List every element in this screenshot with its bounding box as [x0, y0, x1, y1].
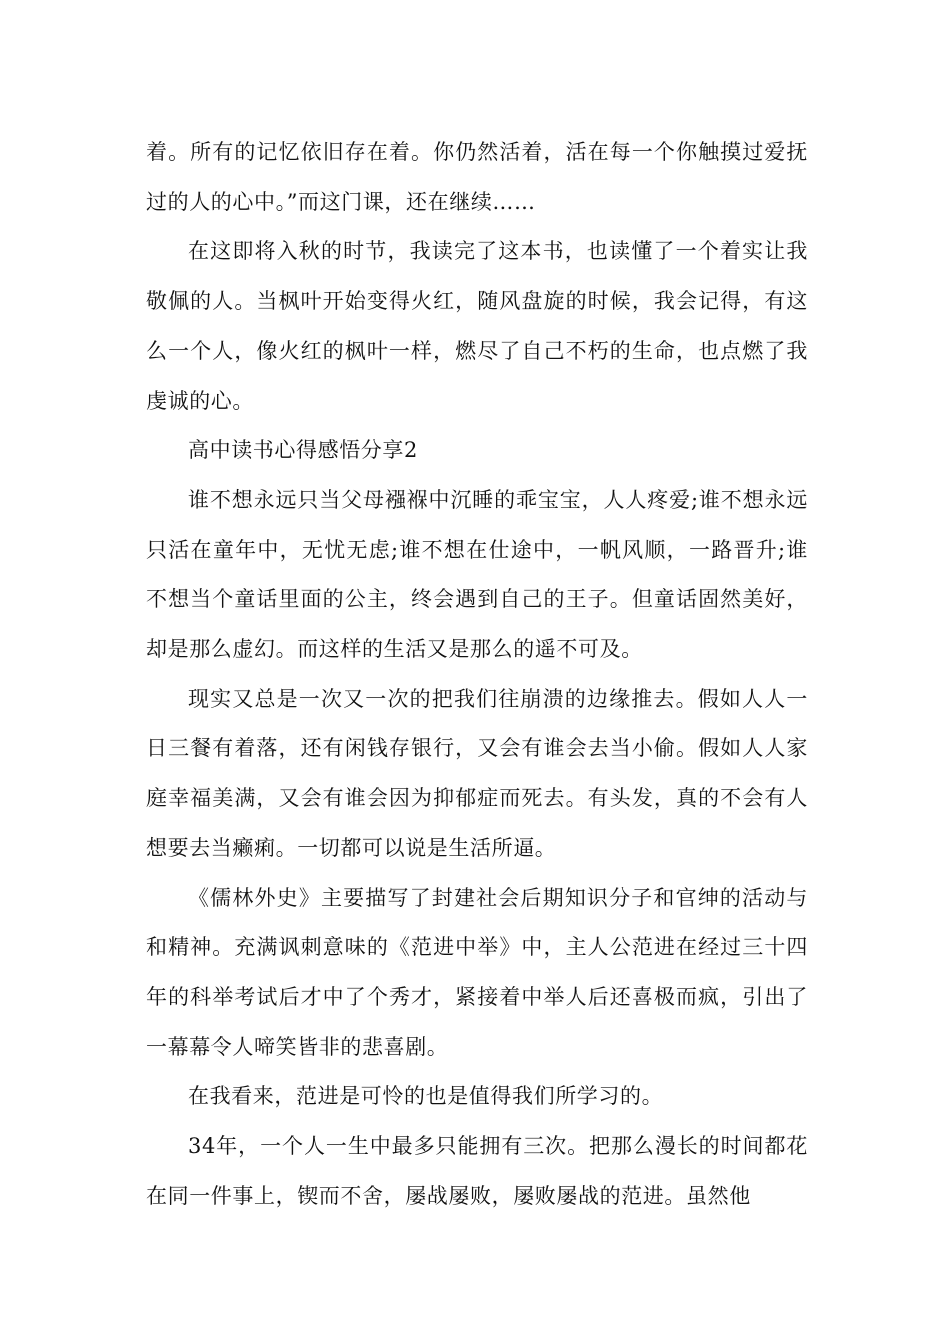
- paragraph-rulin-waishi: 《儒林外史》主要描写了封建社会后期知识分子和官绅的活动与和精神。充满讽刺意味的《范进中举》中，主人公范进在经过三十四年的科举考试后才中了个秀才，紧接着中举人后还喜极而疯，引出了一幕幕令人啼笑皆非的悲喜剧。: [146, 885, 808, 1059]
- paragraph-continuation: 着。所有的记忆依旧存在着。你仍然活着，活在每一个你触摸过爱抚过的人的心中。”而这门课，还在继续……: [146, 140, 808, 214]
- paragraph-fan-jin-opinion: 在我看来，范进是可怜的也是值得我们所学习的。: [188, 1084, 664, 1109]
- paragraph-childhood-dreams: 谁不想永远只当父母襁褓中沉睡的乖宝宝，人人疼爱;谁不想永远只活在童年中，无忧无虑;谁不想在仕途中，一帆风顺，一路晋升;谁不想当个童话里面的公主，终会遇到自己的王子。但童话固然美好，却是那么虚幻。而这样的生活又是那么的遥不可及。: [146, 487, 808, 662]
- paragraph-reality: 现实又总是一次又一次的把我们往崩溃的边缘推去。假如人人一日三餐有着落，还有闲钱存银行，又会有谁会去当小偷。假如人人家庭幸福美满，又会有谁会因为抑郁症而死去。有头发，真的不会有人想要去当癞痢。一切都可以说是生活所逼。: [146, 686, 808, 860]
- paragraph-autumn-reflection: 在这即将入秋的时节，我读完了这本书，也读懂了一个着实让我敬佩的人。当枫叶开始变得火红，随风盘旋的时候，我会记得，有这么一个人，像火红的枫叶一样，燃尽了自己不朽的生命，也点燃了我虔诚的心。: [146, 239, 808, 413]
- document-body: [146, 128, 808, 1221]
- paragraph-34-years: 34年，一个人一生中最多只能拥有三次。把那么漫长的时间都花在同一件事上，锲而不舍，屡战屡败，屡败屡战的范进。虽然他: [146, 1134, 808, 1208]
- section-heading: 高中读书心得感悟分享2: [188, 438, 418, 463]
